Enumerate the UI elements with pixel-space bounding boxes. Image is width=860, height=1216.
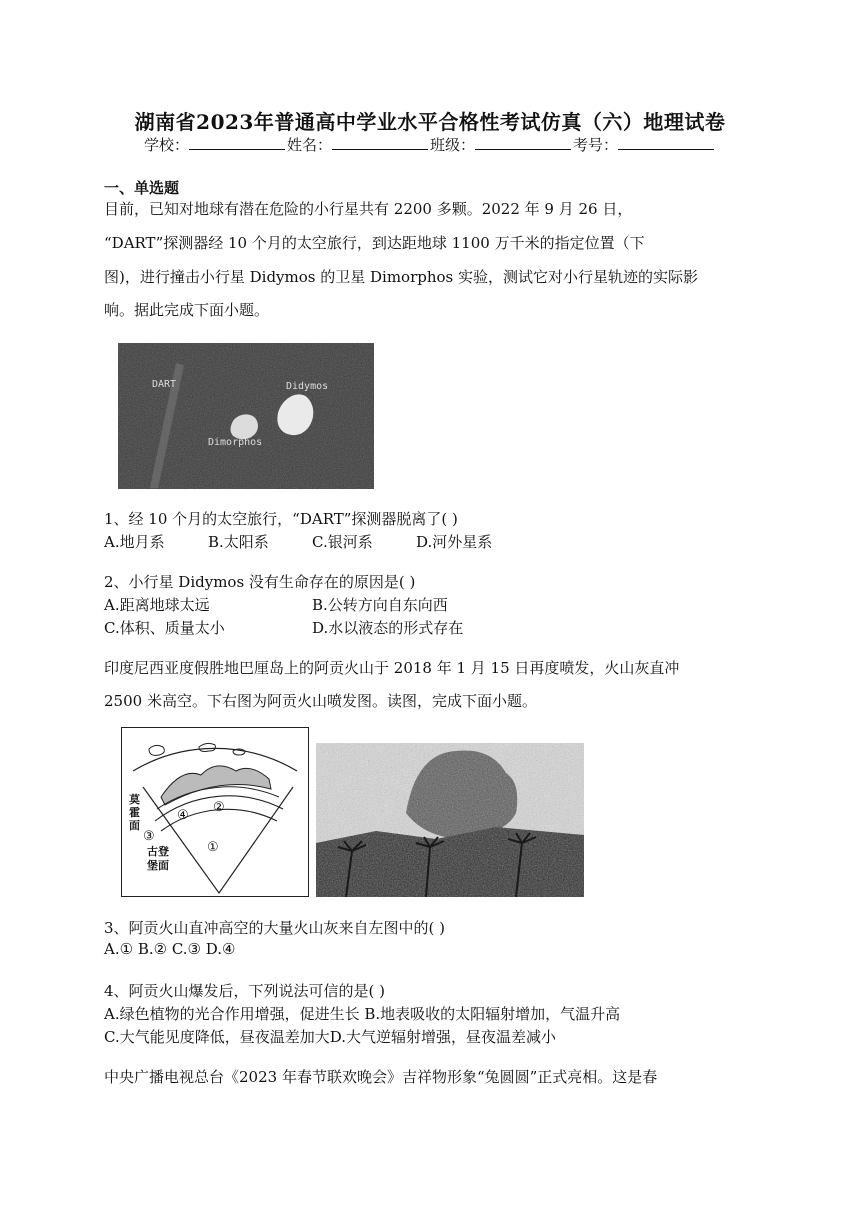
q3-options[interactable]: A.① B.② C.③ D.④	[104, 940, 236, 958]
passage1-line3: 图)，进行撞击小行星 Didymos 的卫星 Dimorphos 实验，测试它对小行星轨迹的实际影	[104, 268, 699, 286]
q4-options-cd[interactable]: C.大气能见度降低，昼夜温差加大D.大气逆辐射增强，昼夜温差减小	[104, 1028, 556, 1046]
layer-4-label: ④	[177, 808, 189, 823]
q2-option-b[interactable]: B.公转方向自东向西	[312, 596, 448, 614]
volcano-photo	[316, 743, 584, 897]
class-label: 班级：	[430, 136, 476, 154]
q4-options-ab[interactable]: A.绿色植物的光合作用增强，促进生长 B.地表吸收的太阳辐射增加，气温升高	[104, 1005, 621, 1023]
school-label: 学校：	[143, 136, 189, 154]
q2-option-d[interactable]: D.水以液态的形式存在	[312, 619, 464, 637]
earth-layers-diagram	[121, 727, 309, 897]
passage2-line2: 2500 米高空。下右图为阿贡火山喷发图。读图，完成下面小题。	[104, 692, 537, 710]
q3-stem: 3、阿贡火山直冲高空的大量火山灰来自左图中的( )	[104, 919, 446, 937]
passage1-line2: “DART”探测器经 10 个月的太空旅行，到达距地球 1100 万千米的指定位置（下	[104, 234, 645, 252]
q2-option-c[interactable]: C.体积、质量太小	[104, 619, 225, 637]
passage1-line1: 目前，已知对地球有潜在危险的小行星共有 2200 多颗。2022 年 9 月 26 日，	[104, 200, 633, 218]
q1-stem: 1、经 10 个月的太空旅行，“DART”探测器脱离了( )	[104, 510, 458, 528]
dart-label: DART	[152, 379, 177, 390]
gutenberg-label: 古登堡面	[147, 845, 169, 872]
section-heading: 一、单选题	[104, 179, 180, 197]
passage2-line1: 印度尼西亚度假胜地巴厘岛上的阿贡火山于 2018 年 1 月 15 日再度喷发，火山灰直冲	[104, 659, 680, 677]
dimorphos-label: Dimorphos	[208, 437, 263, 448]
name-label: 姓名：	[286, 136, 332, 154]
class-blank[interactable]	[475, 135, 571, 150]
exam-title: 湖南省2023年普通高中学业水平合格性考试仿真（六）地理试卷	[134, 110, 726, 134]
number-blank[interactable]	[618, 135, 714, 150]
layer-2-label: ②	[213, 800, 225, 815]
q2-option-a[interactable]: A.距离地球太远	[104, 596, 210, 614]
q1-option-d[interactable]: D.河外星系	[416, 533, 493, 551]
passage3-line1: 中央广播电视总台《2023 年春节联欢晚会》吉祥物形象“兔圆圆”正式亮相。这是春	[104, 1068, 658, 1086]
q4-stem: 4、阿贡火山爆发后，下列说法可信的是( )	[104, 982, 386, 1000]
name-blank[interactable]	[332, 135, 428, 150]
q1-option-b[interactable]: B.太阳系	[208, 533, 269, 551]
q2-stem: 2、小行星 Didymos 没有生命存在的原因是( )	[104, 573, 416, 591]
q1-option-a[interactable]: A.地月系	[104, 533, 165, 551]
moho-label: 莫霍面	[129, 793, 140, 832]
number-label: 考号：	[573, 136, 619, 154]
student-info-line	[0, 134, 860, 155]
layer-1-label: ①	[207, 840, 219, 855]
school-blank[interactable]	[189, 135, 285, 150]
q1-option-c[interactable]: C.银河系	[312, 533, 373, 551]
layer-3-label: ③	[143, 829, 155, 844]
didymos-label: Didymos	[286, 381, 329, 392]
asteroid-photo	[118, 343, 374, 489]
passage1-line4: 响。据此完成下面小题。	[104, 301, 270, 319]
